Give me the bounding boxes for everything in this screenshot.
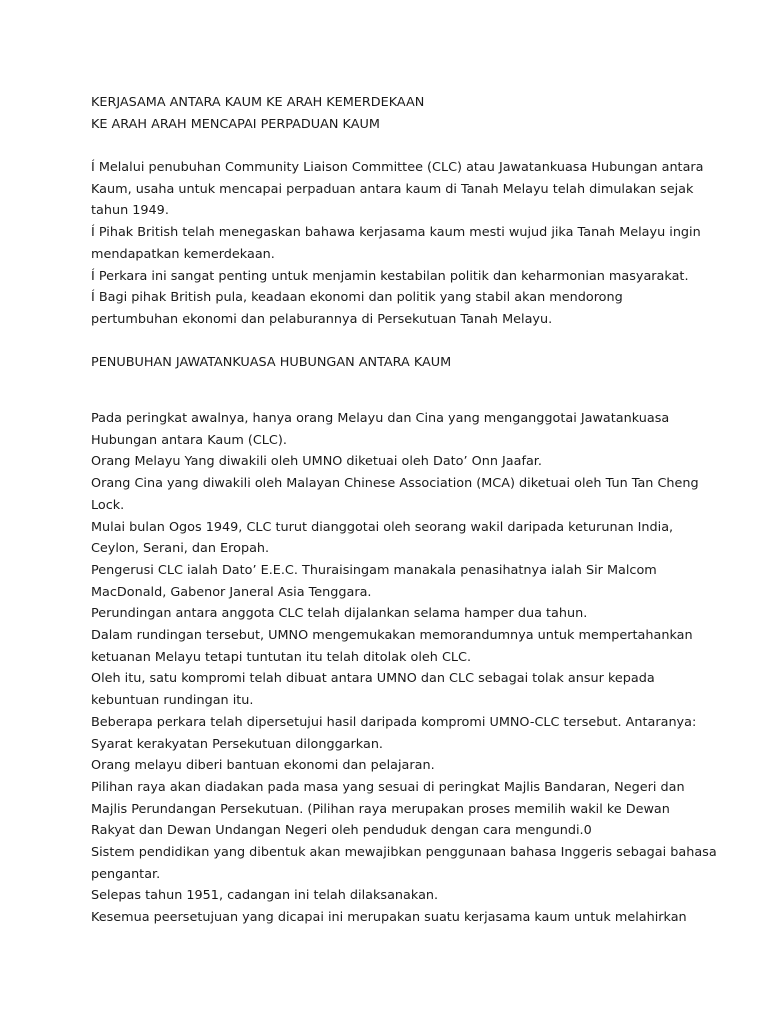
heading-line-1: KERJASAMA ANTARA KAUM KE ARAH KEMERDEKAAN	[91, 95, 425, 110]
body-line: ketuanan Melayu tetapi tuntutan itu telah ditolak oleh CLC.	[91, 649, 472, 665]
body-line: Orang Cina yang diwakili oleh Malayan Chinese Association (MCA) diketuai oleh Tun Tan Cheng	[91, 476, 699, 492]
body-line: Orang melayu diberi bantuan ekonomi dan pelajaran.	[91, 758, 435, 774]
body-line: Sistem pendidikan yang dibentuk akan mewajibkan penggunaan bahasa Inggeris sebagai bahasa	[91, 845, 717, 861]
intro-line: Í Perkara ini sangat penting untuk menjamin kestabilan politik dan keharmonian masyarakat.	[91, 268, 689, 284]
body-line: Ceylon, Serani, dan Eropah.	[91, 541, 270, 557]
body-line: Dalam rundingan tersebut, UMNO mengemukakan memorandumnya untuk mempertahankan	[91, 628, 693, 644]
section-heading: PENUBUHAN JAWATANKUASA HUBUNGAN ANTARA KAUM	[91, 355, 452, 370]
body-line: Hubungan antara Kaum (CLC).	[91, 432, 287, 448]
body-line: MacDonald, Gabenor Janeral Asia Tenggara.	[91, 584, 372, 600]
body-line: pengantar.	[91, 866, 161, 882]
title-block	[91, 92, 721, 135]
body-line: Beberapa perkara telah dipersetujui hasil daripada kompromi UMNO-CLC tersebut. Antaranya:	[91, 714, 697, 730]
body-line: Kesemua peersetujuan yang dicapai ini merupakan suatu kerjasama kaum untuk melahirkan	[91, 910, 687, 926]
body-line: Pilihan raya akan diadakan pada masa yang sesuai di peringkat Majlis Bandaran, Negeri dan	[91, 779, 685, 795]
body-line: Pengerusi CLC ialah Dato’ E.E.C. Thuraisingam manakala penasihatnya ialah Sir Malcom	[91, 562, 657, 578]
body-line: Mulai bulan Ogos 1949, CLC turut dianggotai oleh seorang wakil daripada keturunan India,	[91, 519, 674, 535]
body-line: Majlis Perundangan Persekutuan. (Pilihan raya merupakan proses memilih wakil ke Dewan	[91, 801, 670, 817]
intro-line: mendapatkan kemerdekaan.	[91, 246, 275, 262]
intro-line: Í Melalui penubuhan Community Liaison Committee (CLC) atau Jawatankuasa Hubungan antara	[91, 160, 704, 175]
intro-line: Í Pihak British telah menegaskan bahawa kerjasama kaum mesti wujud jika Tanah Melayu ingin	[91, 225, 701, 241]
body-line: Rakyat dan Dewan Undangan Negeri oleh penduduk dengan cara mengundi.0	[91, 823, 592, 839]
body-paragraph	[91, 408, 721, 929]
body-line: Lock.	[91, 497, 125, 513]
intro-line: Kaum, usaha untuk mencapai perpaduan antara kaum di Tanah Melayu telah dimulakan sejak	[91, 181, 694, 197]
body-line: Syarat kerakyatan Persekutuan dilonggarkan.	[91, 736, 384, 752]
heading-line-2: KE ARAH ARAH MENCAPAI PERPADUAN KAUM	[91, 116, 380, 132]
body-line: Orang Melayu Yang diwakili oleh UMNO diketuai oleh Dato’ Onn Jaafar.	[91, 454, 542, 470]
intro-line: pertumbuhan ekonomi dan pelaburannya di Persekutuan Tanah Melayu.	[91, 311, 553, 327]
body-line: Perundingan antara anggota CLC telah dijalankan selama hamper dua tahun.	[91, 606, 588, 622]
intro-paragraph	[91, 157, 721, 331]
body-line: Pada peringkat awalnya, hanya orang Melayu dan Cina yang menganggotai Jawatankuasa	[91, 411, 670, 426]
body-line: Selepas tahun 1951, cadangan ini telah dilaksanakan.	[91, 888, 439, 904]
section-heading-block	[91, 352, 721, 374]
body-line: Oleh itu, satu kompromi telah dibuat antara UMNO dan CLC sebagai tolak ansur kepada	[91, 671, 655, 687]
body-line: kebuntuan rundingan itu.	[91, 693, 254, 709]
intro-line: tahun 1949.	[91, 203, 169, 219]
intro-line: Í Bagi pihak British pula, keadaan ekonomi dan politik yang stabil akan mendorong	[91, 290, 623, 306]
